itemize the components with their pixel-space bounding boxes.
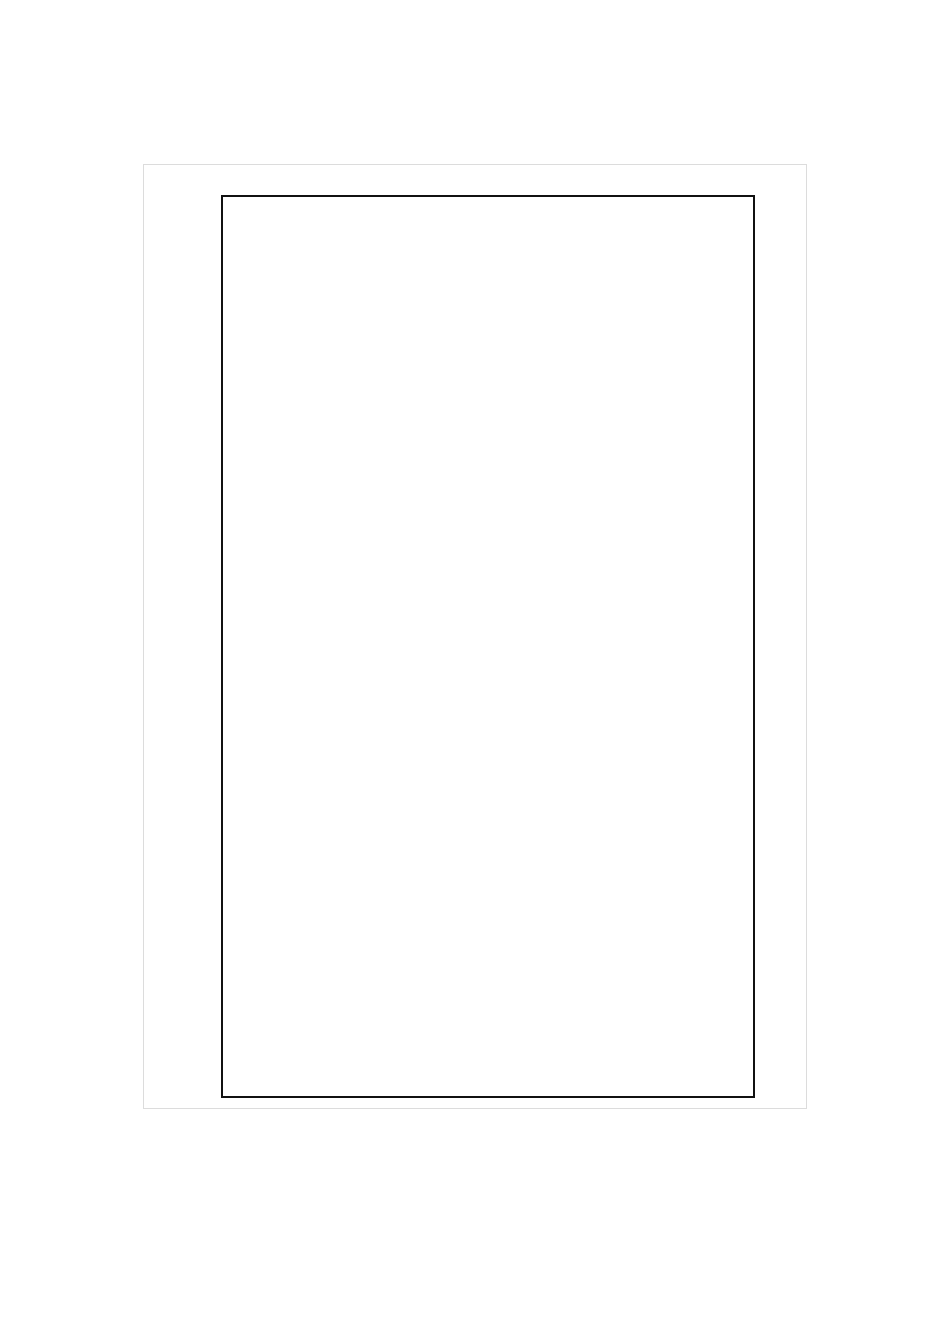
- fire-separation-table: [221, 195, 755, 1098]
